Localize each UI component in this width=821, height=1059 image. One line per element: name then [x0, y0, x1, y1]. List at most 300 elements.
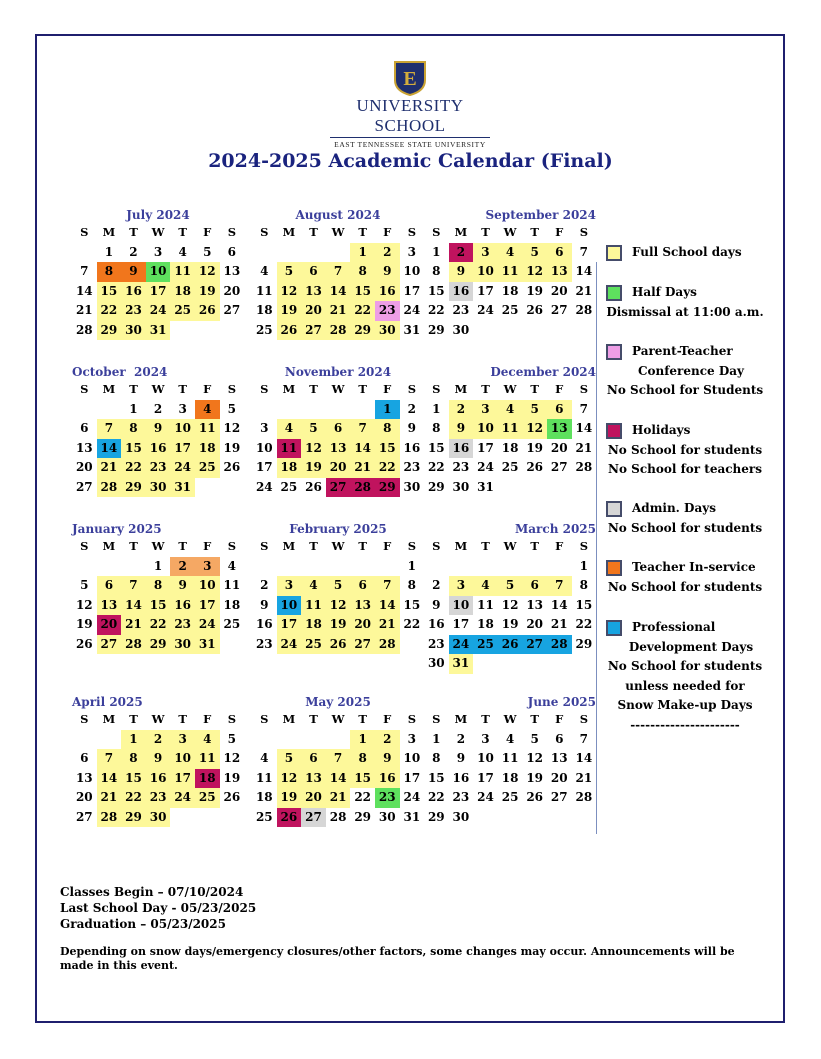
day-cell: 5 — [522, 400, 547, 420]
day-cell: 20 — [75, 460, 93, 475]
day-cell: 26 — [526, 303, 544, 318]
weekday-label: M — [102, 382, 116, 396]
day-cell: 1 — [407, 558, 417, 573]
weekday-label: T — [178, 712, 187, 726]
day-cell: 4 — [260, 751, 269, 766]
day-cell: 21 — [326, 788, 351, 808]
day-cell: 14 — [575, 421, 593, 436]
day-cell: 21 — [550, 617, 568, 632]
page-title: 2024-2025 Academic Calendar (Final) — [208, 150, 613, 172]
day-cell: 11 — [195, 749, 220, 769]
day-cell: 9 — [146, 749, 171, 769]
day-cell: 24 — [477, 460, 494, 475]
day-cell: 3 — [473, 400, 498, 420]
day-cell: 23 — [452, 460, 470, 475]
day-cell: 16 — [427, 617, 445, 632]
day-cell: 5 — [326, 576, 351, 596]
day-cell: 20 — [326, 458, 351, 478]
empty-cell — [277, 557, 302, 577]
day-cell: 13 — [547, 419, 572, 439]
legend-note: Dismissal at 11:00 a.m. — [606, 304, 764, 319]
day-cell: 21 — [575, 440, 593, 455]
day-cell: 15 — [427, 770, 445, 785]
day-cell: 20 — [526, 617, 544, 632]
day-cell: 27 — [550, 460, 568, 475]
weekday-label: F — [383, 712, 392, 726]
day-cell: 4 — [277, 419, 302, 439]
day-cell: 18 — [501, 440, 519, 455]
day-cell: 20 — [550, 770, 568, 785]
university-name: EAST TENNESSEE STATE UNIVERSITY — [334, 140, 486, 149]
day-cell: 2 — [146, 730, 171, 750]
day-cell: 7 — [579, 731, 589, 746]
weekday-label: W — [503, 712, 517, 726]
day-cell: 2 — [449, 243, 474, 263]
day-cell: 28 — [350, 478, 375, 498]
day-cell: 30 — [427, 656, 445, 671]
day-cell: 20 — [550, 440, 568, 455]
legend-item-ptc — [600, 342, 770, 401]
day-cell: 9 — [449, 262, 474, 282]
day-cell: 17 — [452, 617, 470, 632]
month-calendar — [252, 207, 432, 340]
month-grid — [252, 223, 432, 340]
day-cell: 20 — [223, 283, 241, 298]
weekday-label: S — [579, 539, 589, 553]
empty-cell — [72, 730, 97, 750]
day-cell: 14 — [97, 769, 122, 789]
day-cell: 29 — [97, 321, 122, 341]
day-cell: 8 — [432, 264, 441, 279]
day-cell: 16 — [121, 282, 146, 302]
empty-cell — [350, 557, 375, 577]
legend-label: Holidays — [632, 423, 691, 437]
day-cell: 23 — [427, 636, 445, 651]
weekday-label: T — [178, 225, 187, 239]
day-cell: 25 — [170, 301, 195, 321]
day-cell: 8 — [579, 578, 589, 593]
weekday-label: M — [454, 712, 468, 726]
day-cell: 3 — [195, 557, 220, 577]
day-cell: 9 — [375, 749, 400, 769]
day-cell: 30 — [146, 808, 171, 828]
day-cell: 10 — [449, 596, 474, 616]
day-cell: 25 — [501, 790, 519, 805]
weekday-label: T — [309, 712, 318, 726]
day-cell: 25 — [501, 303, 519, 318]
weekday-label: F — [203, 712, 212, 726]
day-cell: 31 — [403, 809, 421, 824]
day-cell: 7 — [579, 244, 589, 259]
day-cell: 26 — [277, 321, 302, 341]
day-cell: 13 — [326, 439, 351, 459]
weekday-label: S — [260, 225, 269, 239]
weekday-label: S — [227, 539, 237, 553]
legend-note: No School for students — [607, 520, 763, 535]
legend-label: Parent-Teacher — [632, 344, 733, 358]
month-grid — [72, 380, 252, 497]
day-cell: 14 — [121, 596, 146, 616]
day-cell: 29 — [427, 322, 445, 337]
weekday-label: S — [579, 712, 589, 726]
day-cell: 9 — [407, 421, 417, 436]
footer-dates — [60, 884, 256, 932]
day-cell: 26 — [223, 460, 241, 475]
month-name: September 2024 — [485, 208, 596, 222]
day-cell: 17 — [477, 770, 494, 785]
day-cell: 19 — [277, 301, 302, 321]
day-cell: 21 — [575, 770, 593, 785]
day-cell: 11 — [195, 419, 220, 439]
day-cell: 12 — [223, 751, 241, 766]
day-cell: 17 — [403, 770, 421, 785]
day-cell: 9 — [121, 262, 146, 282]
month-calendar — [424, 694, 604, 827]
day-cell: 23 — [452, 790, 470, 805]
day-cell: 13 — [301, 282, 326, 302]
day-cell: 1 — [375, 400, 400, 420]
month-calendar — [252, 521, 432, 654]
day-cell: 11 — [223, 578, 241, 593]
empty-cell — [473, 557, 498, 577]
day-cell: 1 — [432, 731, 441, 746]
day-cell: 5 — [80, 578, 89, 593]
day-cell: 7 — [97, 749, 122, 769]
day-cell: 17 — [170, 439, 195, 459]
legend-divider — [596, 262, 597, 834]
day-cell: 6 — [350, 576, 375, 596]
empty-cell — [424, 557, 449, 577]
day-cell: 8 — [407, 578, 417, 593]
day-cell: 12 — [301, 439, 326, 459]
day-cell: 16 — [449, 282, 474, 302]
day-cell: 19 — [526, 283, 544, 298]
day-cell: 11 — [255, 770, 273, 785]
weekday-label: T — [309, 225, 318, 239]
day-cell: 6 — [555, 731, 564, 746]
day-cell: 9 — [170, 576, 195, 596]
day-cell: 10 — [195, 576, 220, 596]
day-cell: 24 — [477, 790, 494, 805]
day-cell: 9 — [449, 419, 474, 439]
day-cell: 6 — [80, 421, 89, 436]
day-cell: 22 — [427, 790, 445, 805]
day-cell: 5 — [277, 749, 302, 769]
legend-item-holiday — [600, 421, 770, 480]
day-cell: 1 — [432, 401, 441, 416]
day-cell: 27 — [550, 790, 568, 805]
day-cell: 18 — [301, 615, 326, 635]
weekday-label: S — [432, 712, 441, 726]
empty-cell — [277, 243, 302, 263]
day-cell: 18 — [170, 282, 195, 302]
day-cell: 28 — [121, 635, 146, 655]
day-cell: 16 — [449, 439, 474, 459]
weekday-label: F — [203, 539, 212, 553]
month-name: August 2024 — [295, 208, 381, 222]
day-cell: 10 — [255, 440, 273, 455]
day-cell: 11 — [277, 439, 302, 459]
day-cell: 23 — [170, 615, 195, 635]
weekday-label: T — [481, 712, 490, 726]
day-cell: 19 — [195, 282, 220, 302]
day-cell: 23 — [146, 458, 171, 478]
weekday-label: T — [358, 382, 367, 396]
weekday-label: M — [454, 225, 468, 239]
legend-label: Professional — [632, 620, 716, 634]
day-cell: 23 — [452, 303, 470, 318]
day-cell: 8 — [375, 419, 400, 439]
day-cell: 9 — [375, 262, 400, 282]
day-cell: 3 — [178, 401, 187, 416]
month-calendar — [424, 521, 604, 674]
month-calendar — [72, 207, 252, 340]
day-cell: 14 — [350, 439, 375, 459]
day-cell: 29 — [427, 809, 445, 824]
day-cell: 11 — [498, 262, 523, 282]
month-name: January 2025 — [72, 522, 162, 536]
weekday-label: W — [503, 225, 517, 239]
day-cell: 9 — [260, 597, 269, 612]
legend-label: Full School days — [632, 245, 742, 259]
legend-item-full — [600, 243, 770, 263]
day-cell: 5 — [227, 731, 237, 746]
day-cell: 13 — [526, 597, 544, 612]
day-cell: 5 — [301, 419, 326, 439]
day-cell: 14 — [375, 596, 400, 616]
day-cell: 12 — [522, 419, 547, 439]
day-cell: 25 — [195, 458, 220, 478]
day-cell: 15 — [121, 439, 146, 459]
weekday-label: T — [530, 539, 539, 553]
weekday-label: T — [178, 382, 187, 396]
day-cell: 10 — [473, 262, 498, 282]
empty-cell — [252, 243, 277, 263]
legend-label: Half Days — [632, 285, 697, 299]
day-cell: 20 — [97, 615, 122, 635]
day-cell: 30 — [146, 478, 171, 498]
day-cell: 2 — [260, 578, 269, 593]
day-cell: 7 — [547, 576, 572, 596]
day-cell: 15 — [375, 439, 400, 459]
day-cell: 25 — [473, 635, 498, 655]
day-cell: 10 — [473, 419, 498, 439]
day-cell: 1 — [579, 558, 589, 573]
day-cell: 9 — [146, 419, 171, 439]
day-cell: 28 — [97, 478, 122, 498]
day-cell: 24 — [170, 458, 195, 478]
month-calendar — [252, 694, 432, 827]
day-cell: 17 — [277, 615, 302, 635]
day-cell: 21 — [326, 301, 351, 321]
weekday-label: T — [358, 712, 367, 726]
day-cell: 4 — [195, 730, 220, 750]
etsu-shield-icon — [393, 60, 427, 96]
day-cell: 23 — [375, 301, 400, 321]
day-cell: 17 — [170, 769, 195, 789]
day-cell: 19 — [526, 770, 544, 785]
day-cell: 25 — [501, 460, 519, 475]
day-cell: 19 — [277, 788, 302, 808]
legend-note: No School for teachers — [608, 462, 762, 477]
day-cell: 25 — [255, 809, 273, 824]
day-cell: 27 — [75, 809, 93, 824]
day-cell: 7 — [350, 419, 375, 439]
weekday-label: S — [407, 712, 417, 726]
month-calendar — [424, 207, 604, 340]
day-cell: 16 — [452, 770, 470, 785]
day-cell: 10 — [403, 751, 421, 766]
weekday-label: T — [129, 712, 138, 726]
legend-note: Snow Make-up Days — [617, 698, 753, 713]
day-cell: 29 — [354, 809, 372, 824]
day-cell: 23 — [255, 636, 273, 651]
day-cell: 11 — [170, 262, 195, 282]
day-cell: 14 — [326, 769, 351, 789]
weekday-label: T — [481, 382, 490, 396]
empty-cell — [301, 730, 326, 750]
weekday-label: T — [129, 382, 138, 396]
day-cell: 8 — [121, 749, 146, 769]
day-cell: 23 — [403, 460, 421, 475]
day-cell: 10 — [146, 262, 171, 282]
day-cell: 2 — [129, 244, 138, 259]
day-cell: 6 — [97, 576, 122, 596]
day-cell: 27 — [97, 635, 122, 655]
legend-swatch — [606, 344, 622, 360]
empty-cell — [277, 730, 302, 750]
day-cell: 8 — [432, 421, 441, 436]
weekday-label: T — [358, 539, 367, 553]
day-cell: 10 — [403, 264, 421, 279]
legend-item-admin — [600, 499, 770, 538]
day-cell: 22 — [350, 301, 375, 321]
weekday-label: W — [503, 382, 517, 396]
weekday-label: W — [331, 225, 345, 239]
day-cell: 3 — [407, 731, 417, 746]
day-cell: 26 — [498, 635, 523, 655]
day-cell: 1 — [104, 244, 114, 259]
day-cell: 30 — [170, 635, 195, 655]
day-cell: 10 — [477, 751, 494, 766]
day-cell: 22 — [575, 617, 593, 632]
day-cell: 19 — [326, 615, 351, 635]
day-cell: 24 — [477, 303, 494, 318]
day-cell: 15 — [350, 769, 375, 789]
weekday-label: T — [530, 225, 539, 239]
legend-item-half — [600, 283, 770, 322]
day-cell: 3 — [260, 421, 269, 436]
legend-swatch — [606, 501, 622, 517]
day-cell: 3 — [449, 576, 474, 596]
day-cell: 14 — [575, 264, 593, 279]
month-grid — [252, 710, 432, 827]
day-cell: 12 — [526, 751, 544, 766]
day-cell: 23 — [146, 788, 171, 808]
day-cell: 30 — [403, 479, 421, 494]
day-cell: 10 — [170, 749, 195, 769]
day-cell: 29 — [121, 808, 146, 828]
empty-cell — [72, 243, 97, 263]
day-cell: 12 — [277, 282, 302, 302]
day-cell: 4 — [505, 731, 515, 746]
logo-letter: E — [403, 68, 417, 90]
weekday-label: S — [227, 225, 237, 239]
day-cell: 20 — [301, 788, 326, 808]
day-cell: 2 — [432, 578, 441, 593]
day-cell: 12 — [195, 262, 220, 282]
day-cell: 15 — [403, 597, 421, 612]
day-cell: 25 — [301, 635, 326, 655]
weekday-label: F — [555, 225, 564, 239]
weekday-label: S — [80, 539, 89, 553]
day-cell: 12 — [277, 769, 302, 789]
empty-cell — [498, 557, 523, 577]
day-cell: 28 — [575, 303, 593, 318]
day-cell: 6 — [80, 751, 89, 766]
day-cell: 8 — [350, 262, 375, 282]
weekday-label: S — [432, 225, 441, 239]
month-name: February 2025 — [289, 522, 387, 536]
month-grid — [424, 537, 604, 674]
day-cell: 26 — [277, 808, 302, 828]
day-cell: 31 — [170, 478, 195, 498]
day-cell: 13 — [75, 440, 93, 455]
day-cell: 23 — [121, 301, 146, 321]
day-cell: 8 — [146, 576, 171, 596]
day-cell: 10 — [170, 419, 195, 439]
day-cell: 8 — [97, 262, 122, 282]
day-cell: 31 — [403, 322, 421, 337]
day-cell: 18 — [255, 303, 273, 318]
weekday-label: S — [80, 712, 89, 726]
legend-swatch — [606, 620, 622, 636]
day-cell: 21 — [97, 788, 122, 808]
day-cell: 26 — [326, 635, 351, 655]
empty-cell — [326, 243, 351, 263]
weekday-label: S — [407, 539, 417, 553]
day-cell: 29 — [350, 321, 375, 341]
day-cell: 6 — [301, 262, 326, 282]
day-cell: 11 — [301, 596, 326, 616]
day-cell: 14 — [326, 282, 351, 302]
day-cell: 9 — [456, 751, 466, 766]
day-cell: 4 — [195, 400, 220, 420]
day-cell: 31 — [449, 654, 474, 674]
day-cell: 18 — [501, 770, 519, 785]
day-cell: 25 — [223, 617, 241, 632]
day-cell: 15 — [350, 282, 375, 302]
empty-cell — [97, 400, 122, 420]
month-grid — [72, 223, 252, 340]
day-cell: 30 — [452, 322, 470, 337]
day-cell: 1 — [153, 558, 163, 573]
day-cell: 22 — [121, 458, 146, 478]
day-cell: 11 — [501, 751, 519, 766]
day-cell: 30 — [452, 479, 470, 494]
day-cell: 24 — [195, 615, 220, 635]
weekday-label: S — [432, 382, 441, 396]
day-cell: 7 — [121, 576, 146, 596]
day-cell: 24 — [277, 635, 302, 655]
empty-cell — [326, 400, 351, 420]
day-cell: 1 — [350, 730, 375, 750]
empty-cell — [522, 557, 547, 577]
day-cell: 27 — [301, 808, 326, 828]
day-cell: 21 — [97, 458, 122, 478]
day-cell: 3 — [481, 731, 490, 746]
weekday-label: S — [227, 712, 237, 726]
